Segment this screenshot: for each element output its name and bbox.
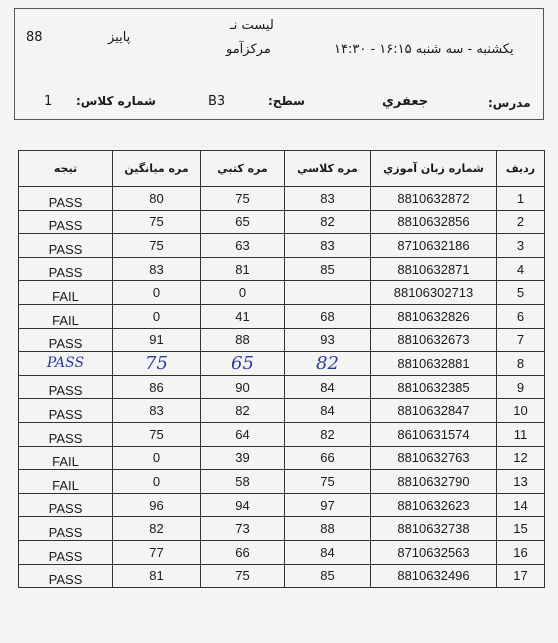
col-header-result: تيجه (19, 151, 113, 187)
class-score-cell: 84 (285, 375, 371, 399)
row-number-cell: 5 (497, 281, 545, 305)
class-score-cell: 83 (285, 234, 371, 258)
student-id-cell: 8810632847 (371, 399, 497, 423)
student-id-cell: 8810632763 (371, 446, 497, 470)
class-score-cell: 75 (285, 470, 371, 494)
midterm-score-cell: 75 (113, 352, 201, 376)
written-score-cell: 90 (201, 375, 285, 399)
written-score-cell: 82 (201, 399, 285, 423)
written-score-cell: 58 (201, 470, 285, 494)
class-score-cell: 85 (285, 564, 371, 588)
report-code: 88 (26, 30, 43, 45)
midterm-score-cell: 80 (113, 187, 201, 211)
table-header-row (19, 151, 545, 187)
class-schedule: یکشنبه - سه شنبه ۱۶:۱۵ - ۱۴:۳۰ (334, 42, 514, 57)
row-number-cell: 13 (497, 470, 545, 494)
table-row (19, 352, 545, 376)
result-cell: PASS (19, 187, 113, 211)
level-value: B3 (208, 94, 226, 109)
midterm-score-cell: 0 (113, 281, 201, 305)
table-row (19, 210, 545, 234)
result-cell: PASS (19, 234, 113, 258)
class-score-cell: 82 (285, 210, 371, 234)
student-id-cell: 88106302713 (371, 281, 497, 305)
student-id-cell: 8710632563 (371, 540, 497, 564)
result-cell: PASS (19, 493, 113, 517)
midterm-score-cell: 96 (113, 493, 201, 517)
student-id-cell: 8810632826 (371, 304, 497, 328)
written-score-cell: 75 (201, 564, 285, 588)
class-score-cell: 97 (285, 493, 371, 517)
midterm-score-cell: 81 (113, 564, 201, 588)
table-row (19, 257, 545, 281)
student-id-cell: 8810632881 (371, 352, 497, 376)
center-name: مرکزآمو (226, 42, 271, 57)
teacher-label: مدرس: (488, 96, 531, 110)
student-id-cell: 8810632856 (371, 210, 497, 234)
class-score-cell: 66 (285, 446, 371, 470)
class-score-cell: 84 (285, 399, 371, 423)
table-row (19, 517, 545, 541)
teacher-name: جعفري (382, 94, 429, 109)
row-number-cell: 15 (497, 517, 545, 541)
written-score-cell: 65 (201, 210, 285, 234)
grades-table (18, 150, 545, 588)
written-score-cell: 94 (201, 493, 285, 517)
row-number-cell: 2 (497, 210, 545, 234)
student-id-cell: 8810632872 (371, 187, 497, 211)
row-number-cell: 17 (497, 564, 545, 588)
table-row (19, 375, 545, 399)
table-row (19, 281, 545, 305)
result-cell: PASS (19, 422, 113, 446)
student-id-cell: 8710632186 (371, 234, 497, 258)
col-header-midterm-score: مره ميانگين (113, 151, 201, 187)
midterm-score-cell: 75 (113, 234, 201, 258)
season: پاییز (108, 30, 131, 45)
table-row (19, 446, 545, 470)
midterm-score-cell: 0 (113, 446, 201, 470)
midterm-score-cell: 0 (113, 304, 201, 328)
row-number-cell: 14 (497, 493, 545, 517)
written-score-cell: 0 (201, 281, 285, 305)
class-number: 1 (44, 94, 53, 109)
table-row (19, 234, 545, 258)
result-cell: PASS (19, 375, 113, 399)
student-id-cell: 8810632673 (371, 328, 497, 352)
result-cell: PASS (19, 540, 113, 564)
table-row (19, 187, 545, 211)
result-cell: FAIL (19, 470, 113, 494)
student-id-cell: 8810632496 (371, 564, 497, 588)
col-header-row-number: رديف (497, 151, 545, 187)
row-number-cell: 1 (497, 187, 545, 211)
result-cell: FAIL (19, 281, 113, 305)
class-score-cell: 82 (285, 422, 371, 446)
row-number-cell: 16 (497, 540, 545, 564)
row-number-cell: 10 (497, 399, 545, 423)
written-score-cell: 88 (201, 328, 285, 352)
table-row (19, 493, 545, 517)
midterm-score-cell: 83 (113, 257, 201, 281)
class-score-cell: 88 (285, 517, 371, 541)
written-score-cell: 66 (201, 540, 285, 564)
level-label: سطح: (268, 94, 305, 108)
class-score-cell: 93 (285, 328, 371, 352)
result-cell: PASS (19, 564, 113, 588)
class-number-label: شماره کلاس: (76, 94, 156, 108)
row-number-cell: 3 (497, 234, 545, 258)
midterm-score-cell: 75 (113, 210, 201, 234)
result-cell: PASS (19, 328, 113, 352)
student-id-cell: 8610631574 (371, 422, 497, 446)
row-number-cell: 7 (497, 328, 545, 352)
row-number-cell: 11 (497, 422, 545, 446)
col-header-class-score: مره كلاسي (285, 151, 371, 187)
table-row (19, 399, 545, 423)
result-cell: FAIL (19, 304, 113, 328)
written-score-cell: 75 (201, 187, 285, 211)
class-score-cell: 84 (285, 540, 371, 564)
midterm-score-cell: 83 (113, 399, 201, 423)
written-score-cell: 65 (201, 352, 285, 376)
table-row (19, 422, 545, 446)
written-score-cell: 39 (201, 446, 285, 470)
class-score-cell: 85 (285, 257, 371, 281)
result-cell: PASS (19, 517, 113, 541)
midterm-score-cell: 77 (113, 540, 201, 564)
student-id-cell: 8810632871 (371, 257, 497, 281)
row-number-cell: 6 (497, 304, 545, 328)
written-score-cell: 81 (201, 257, 285, 281)
result-cell: PASS (19, 399, 113, 423)
written-score-cell: 63 (201, 234, 285, 258)
row-number-cell: 4 (497, 257, 545, 281)
col-header-written-score: مره كتبي (201, 151, 285, 187)
class-score-cell (285, 281, 371, 305)
class-score-cell: 82 (285, 352, 371, 376)
table-row (19, 564, 545, 588)
table-row (19, 540, 545, 564)
row-number-cell: 12 (497, 446, 545, 470)
table-row (19, 304, 545, 328)
list-title: لیست نـ (230, 18, 274, 33)
table-row (19, 328, 545, 352)
class-score-cell: 83 (285, 187, 371, 211)
result-cell: FAIL (19, 446, 113, 470)
midterm-score-cell: 86 (113, 375, 201, 399)
midterm-score-cell: 0 (113, 470, 201, 494)
result-cell: PASS (19, 352, 113, 376)
col-header-student-id: شماره زبان آموزي (371, 151, 497, 187)
row-number-cell: 8 (497, 352, 545, 376)
row-number-cell: 9 (497, 375, 545, 399)
written-score-cell: 73 (201, 517, 285, 541)
midterm-score-cell: 91 (113, 328, 201, 352)
result-cell: PASS (19, 257, 113, 281)
student-id-cell: 8810632738 (371, 517, 497, 541)
table-row (19, 470, 545, 494)
written-score-cell: 41 (201, 304, 285, 328)
student-id-cell: 8810632790 (371, 470, 497, 494)
student-id-cell: 8810632623 (371, 493, 497, 517)
student-id-cell: 8810632385 (371, 375, 497, 399)
midterm-score-cell: 82 (113, 517, 201, 541)
written-score-cell: 64 (201, 422, 285, 446)
class-score-cell: 68 (285, 304, 371, 328)
result-cell: PASS (19, 210, 113, 234)
midterm-score-cell: 75 (113, 422, 201, 446)
